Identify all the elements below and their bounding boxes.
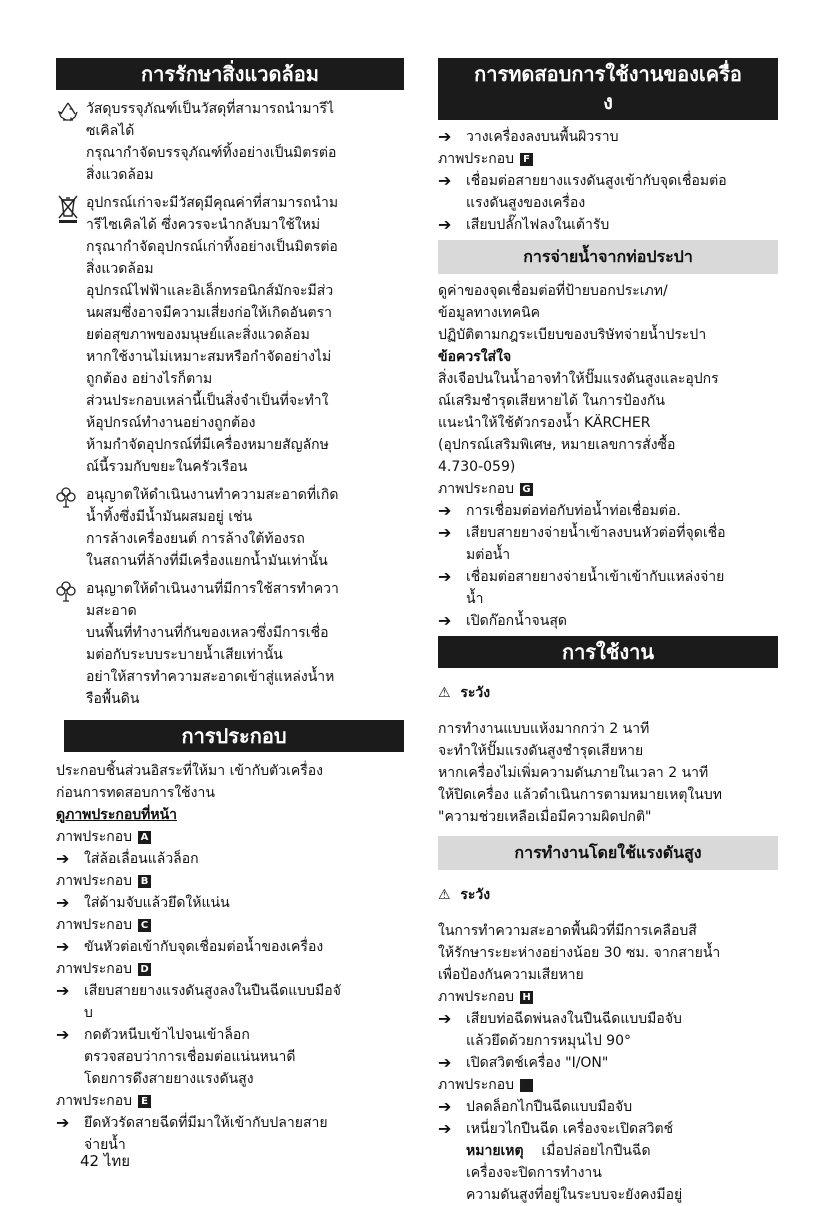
test-section-title: การทดสอบการใช้งานของเครื่อ ง	[438, 58, 778, 120]
figure-ref-g: ภาพประกอบ G	[438, 478, 778, 500]
note-line: สิ่งเจือปนในน้ำอาจทำให้ปั๊มแรงดันสูงและอุปกร	[438, 371, 719, 387]
highpressure-step-4: ➔ เหนี่ยวไกปืนฉีด เครื่องจะเปิดสวิตช์ หมายเหตุ เมื่อปล่อยไกปืนฉีด เครื่องจะปิดการทำงาน ความดันสูงที่อยู่ในระบบจะยังคงมีอยู่	[438, 1118, 778, 1206]
figure-ref-a: ภาพประกอบ A	[56, 826, 404, 848]
env-text-line: บนพื้นที่ทำงานที่กันของเหลวซึ่งมีการเชื่อ	[86, 625, 329, 641]
highpressure-text-line: เพื่อป้องกันความเสียหาย	[438, 967, 584, 983]
env-text-line: ารีไซเคิลได้ ซึ่งควรจะนำกลับมาใช้ใหม่	[86, 217, 321, 233]
env-text-line: สิ่งแวดล้อม	[86, 167, 154, 183]
figure-letter-g: G	[520, 483, 533, 496]
highpressure-step-3: ➔ ปลดล็อกไกปืนฉีดแบบมือจับ	[438, 1097, 633, 1116]
env-text-line: ซเคิลได้	[86, 123, 135, 139]
operation-text-line: ให้ปิดเครื่อง แล้วดำเนินการตามหมายเหตุในบท	[438, 787, 722, 803]
note-line: แนะนำให้ใช้ตัวกรองน้ำ KÄRCHER	[438, 415, 651, 431]
arrow-right-icon: ➔	[438, 215, 452, 234]
arrow-right-icon: ➔	[438, 1053, 452, 1072]
env-text-line: ถูกต้อง อย่างไรก็ตาม	[86, 371, 213, 387]
water-step-2: ➔ เสียบสายยางจ่ายน้ำเข้าลงบนหัวต่อที่จุดเชื่อ มต่อน้ำ	[438, 522, 778, 566]
env-text-line: มต่อกับระบบระบายน้ำเสียเท่านั้น	[86, 647, 283, 663]
operation-caution: ⚠ ระวัง	[438, 685, 491, 701]
env-text-line: กรุณากำจัดบรรจุภัณฑ์ทิ้งอย่างเป็นมิตรต่อ	[86, 145, 337, 161]
crossed-bin-icon	[56, 192, 86, 478]
operation-text-line: จะทำให้ปั๊มแรงดันสูงชำรุดเสียหาย	[438, 743, 644, 759]
water-step-4: ➔ เปิดก๊อกน้ำจนสุด	[438, 611, 567, 630]
figure-letter-c: C	[138, 919, 151, 932]
env-text-line: สิ่งแวดล้อม	[86, 261, 154, 277]
env-text-line: อย่าให้สารทำความสะอาดเข้าสู่แหล่งน้ำห	[86, 669, 335, 685]
assembly-step-a: ➔ ใส่ล้อเลื่อนแล้วล็อก	[56, 849, 199, 868]
note-line: (อุปกรณ์เสริมพิเศษ, หมายเลขการสั่งซื้อ	[438, 437, 676, 453]
tree-icon	[56, 484, 86, 572]
env-item-weee	[56, 192, 404, 478]
arrow-right-icon: ➔	[438, 611, 452, 630]
highpressure-text-line: ในการทำความสะอาดพื้นผิวที่มีการเคลือบสี	[438, 923, 697, 939]
arrow-right-icon: ➔	[56, 981, 70, 1000]
water-intro-line: ปฏิบัติตามกฎระเบียบของบริษัทจ่ายน้ำประปา	[438, 327, 707, 343]
env-text-line: อนุญาตให้ดำเนินงานที่มีการใช้สารทำควา	[86, 581, 339, 597]
arrow-right-icon: ➔	[438, 171, 452, 190]
assembly-section-title: การประกอบ	[64, 720, 404, 752]
arrow-right-icon: ➔	[56, 893, 70, 912]
env-text-line: การล้างเครื่องยนต์ การล้างใต้ท้องรถ	[86, 531, 305, 547]
env-item-detergent	[56, 578, 404, 710]
figure-ref-e: ภาพประกอบ E	[56, 1090, 404, 1112]
env-text-line: ณ์นี้รวมกับขยะในครัวเรือน	[86, 459, 248, 475]
env-text-line: ห้ามกำจัดอุปกรณ์ที่มีเครื่องหมายสัญลักษ	[86, 437, 329, 453]
warning-icon: ⚠	[438, 685, 451, 701]
operation-text-line: "ความช่วยเหลือเมื่อมีความผิดปกติ"	[438, 809, 652, 825]
see-figures-label: ดูภาพประกอบที่หน้า	[56, 807, 177, 823]
warning-icon: ⚠	[438, 887, 451, 903]
figure-ref-d: ภาพประกอบ D	[56, 958, 404, 980]
assembly-step-c: ➔ ขันหัวต่อเข้ากับจุดเชื่อมต่อน้ำของเครื่อง	[56, 937, 324, 956]
highpressure-caution: ⚠ ระวัง	[438, 887, 491, 903]
figure-ref-i: ภาพประกอบ I	[438, 1074, 778, 1096]
arrow-right-icon: ➔	[438, 523, 452, 542]
env-text-line: วัสดุบรรจุภัณฑ์เป็นวัสดุที่สามารถนำมารีไ	[86, 101, 335, 117]
operation-text-line: หากเครื่องไม่เพิ่มความดันภายในเวลา 2 นาที	[438, 765, 709, 781]
operation-section-title: การใช้งาน	[438, 636, 778, 668]
arrow-right-icon: ➔	[56, 1025, 70, 1044]
remark-label: หมายเหตุ	[466, 1143, 524, 1159]
water-intro-line: ดูค่าของจุดเชื่อมต่อที่ป้ายบอกประเภท/	[438, 283, 668, 299]
figure-letter-h: H	[520, 991, 533, 1004]
right-column	[438, 58, 778, 1206]
env-text-line: นผสมซึ่งอาจมีความเสี่ยงก่อให้เกิดอันตรา	[86, 305, 333, 321]
figure-letter-d: D	[138, 963, 151, 976]
recycle-icon	[56, 98, 86, 186]
highpressure-section-title: การทำงานโดยใช้แรงดันสูง	[438, 836, 778, 870]
assembly-intro-line: ประกอบชิ้นส่วนอิสระที่ให้มา เข้ากับตัวเครื่อง	[56, 763, 324, 779]
env-text-line: หากใช้งานไม่เหมาะสมหรือกำจัดอย่างไม่	[86, 349, 332, 365]
assembly-step-d1: ➔ เสียบสายยางแรงดันสูงลงในปืนฉีดแบบมือจั บ	[56, 980, 404, 1024]
note-line: 4.730-059)	[438, 459, 516, 475]
tree-icon	[56, 578, 86, 710]
operation-text-line: การทำงานแบบแห้งมากกว่า 2 นาที	[438, 721, 650, 737]
env-text-line: อุปกรณ์เก่าจะมีวัสดุมีคุณค่าที่สามารถนำม	[86, 195, 339, 211]
arrow-right-icon: ➔	[438, 567, 452, 586]
env-text-line: อุปกรณ์ไฟฟ้าและอิเล็กทรอนิกส์มักจะมีส่ว	[86, 283, 334, 299]
figure-ref-b: ภาพประกอบ B	[56, 870, 404, 892]
highpressure-step-2: ➔ เปิดสวิตช์เครื่อง "I/ON"	[438, 1053, 609, 1072]
env-text-line: ส่วนประกอบเหล่านี้เป็นสิ่งจำเป็นที่จะทำใ	[86, 393, 329, 409]
figure-letter-f: F	[520, 153, 533, 166]
figure-ref-f: ภาพประกอบ F	[438, 148, 778, 170]
figure-ref-h: ภาพประกอบ H	[438, 986, 778, 1008]
test-step-3: ➔ เสียบปลั๊กไฟลงในเต้ารับ	[438, 215, 610, 234]
env-text-line: มสะอาด	[86, 603, 137, 619]
arrow-right-icon: ➔	[438, 1009, 452, 1028]
figure-letter-i: I	[520, 1079, 533, 1092]
assembly-intro-line: ก่อนการทดสอบการใช้งาน	[56, 785, 215, 801]
env-text-line: น้ำทิ้งซึ่งมีน้ำมันผสมอยู่ เช่น	[86, 509, 253, 525]
arrow-right-icon: ➔	[438, 127, 452, 146]
figure-letter-b: B	[138, 875, 151, 888]
arrow-right-icon: ➔	[438, 501, 452, 520]
highpressure-text-line: ให้รักษาระยะห่างอย่างน้อย 30 ซม. จากสายน้ำ	[438, 945, 721, 961]
water-intro-line: ข้อมูลทางเทคนิค	[438, 305, 541, 321]
assembly-step-b: ➔ ใส่ด้ามจับแล้วยึดให้แน่น	[56, 893, 230, 912]
figure-letter-a: A	[138, 831, 151, 844]
env-text-line: อนุญาตให้ดำเนินงานทำความสะอาดที่เกิด	[86, 487, 339, 503]
assembly-step-e: ➔ ยึดหัวรัดสายฉีดที่มีมาให้เข้ากับปลายสาย จ่ายน้ำ	[56, 1112, 404, 1156]
env-text-line: ห้อุปกรณ์ทำงานอย่างถูกต้อง	[86, 415, 256, 431]
left-column	[56, 58, 404, 1156]
env-text-line: กรุณากำจัดอุปกรณ์เก่าทิ้งอย่างเป็นมิตรต่อ	[86, 239, 338, 255]
figure-ref-c: ภาพประกอบ C	[56, 914, 404, 936]
note-label: ข้อควรใส่ใจ	[438, 349, 512, 365]
env-item-recycle	[56, 98, 404, 186]
env-item-oil	[56, 484, 404, 572]
water-step-3: ➔ เชื่อมต่อสายยางจ่ายน้ำเข้าเข้ากับแหล่งจ่าย น้ำ	[438, 566, 778, 610]
env-text-line: ยต่อสุขภาพของมนุษย์และสิ่งแวดล้อม	[86, 327, 310, 343]
water-step-1: ➔ การเชื่อมต่อท่อกับท่อน้ำท่อเชื่อมต่อ.	[438, 501, 681, 520]
arrow-right-icon: ➔	[56, 937, 70, 956]
test-step-1: ➔ วางเครื่องลงบนพื้นผิวราบ	[438, 127, 619, 146]
figure-letter-e: E	[138, 1095, 151, 1108]
test-step-2: ➔ เชื่อมต่อสายยางแรงดันสูงเข้ากับจุดเชื่อมต่อ แรงดันสูงของเครื่อง	[438, 170, 778, 214]
arrow-right-icon: ➔	[438, 1119, 452, 1138]
env-section-title: การรักษาสิ่งแวดล้อม	[56, 58, 404, 90]
arrow-right-icon: ➔	[438, 1097, 452, 1116]
assembly-step-d2: ➔ กดตัวหนีบเข้าไปจนเข้าล็อก ตรวจสอบว่าการเชื่อมต่อแน่นหนาดี โดยการดึงสายยางแรงดันสูง	[56, 1024, 404, 1090]
env-text-line: ในสถานที่ล้างที่มีเครื่องแยกน้ำมันเท่านั้น	[86, 553, 328, 569]
note-line: ณ์เสริมชำรุดเสียหายได้ ในการป้องกัน	[438, 393, 665, 409]
water-section-title: การจ่ายน้ำจากท่อประปา	[438, 240, 778, 274]
arrow-right-icon: ➔	[56, 1113, 70, 1132]
highpressure-step-1: ➔ เสียบท่อฉีดพ่นลงในปืนฉีดแบบมือจับ แล้วยึดด้วยการหมุนไป 90°	[438, 1008, 778, 1052]
env-text-line: รือพื้นดิน	[86, 691, 140, 707]
arrow-right-icon: ➔	[56, 849, 70, 868]
page-footer: 42 ไทย	[80, 1152, 131, 1170]
